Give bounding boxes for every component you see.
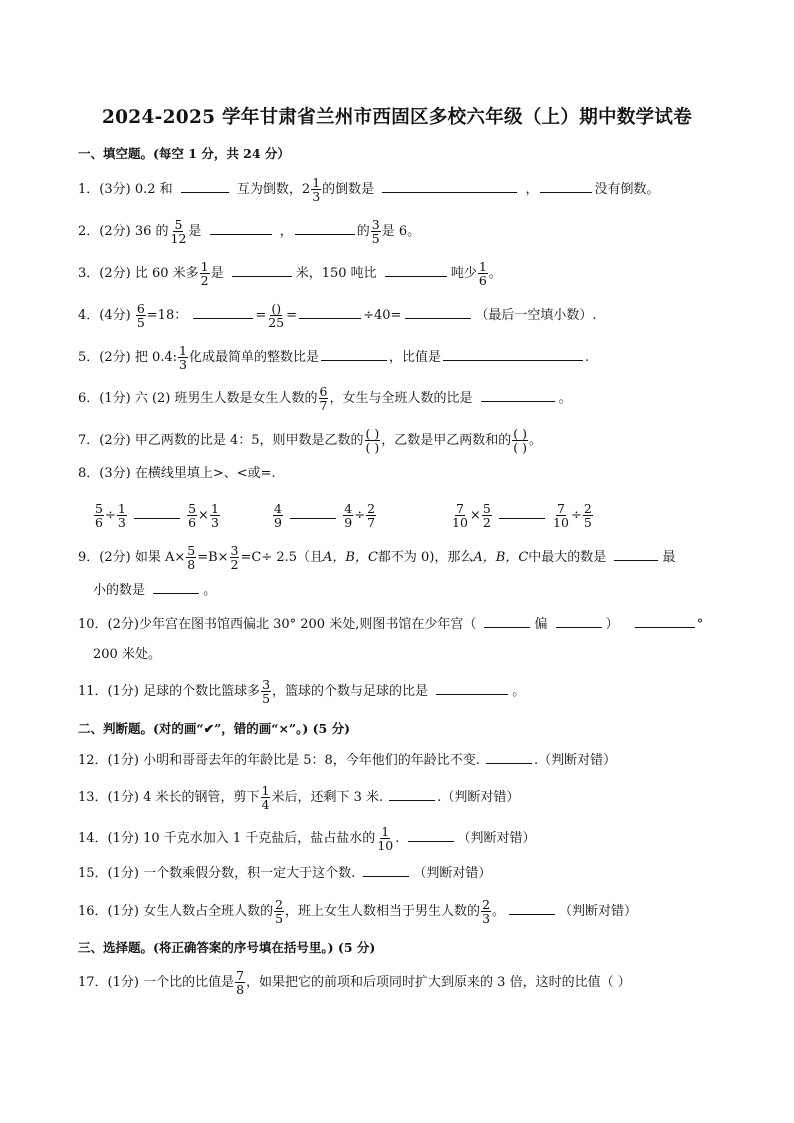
question-text: 化成最简单的整数比是 bbox=[188, 350, 319, 365]
fraction-denominator: 25 bbox=[268, 315, 285, 330]
question-text: ，班上女生人数相当于男生人数的 bbox=[285, 904, 481, 919]
answer-blank[interactable] bbox=[443, 347, 583, 361]
question-text: 13．(1分) 4 米长的钢管，剪下 bbox=[78, 790, 260, 805]
fraction bbox=[136, 302, 146, 329]
question-text: 。 bbox=[512, 684, 526, 699]
question-text: ° bbox=[696, 617, 704, 632]
question-text: 200 米处。 bbox=[93, 647, 161, 662]
question-text: 中最大的数是 bbox=[528, 550, 607, 565]
question-4 bbox=[78, 302, 597, 329]
answer-blank[interactable] bbox=[299, 305, 361, 319]
fraction-numerator: () bbox=[271, 301, 282, 316]
fraction-numerator: 4 bbox=[274, 501, 282, 516]
question-text: ，女生与全班人数的比是 bbox=[329, 391, 473, 406]
question-text: 偏 bbox=[534, 617, 548, 632]
question-text: × bbox=[469, 508, 481, 523]
fraction-denominator: 5 bbox=[262, 691, 271, 706]
fraction-numerator: 7 bbox=[557, 501, 565, 516]
question-text: 16．(1分) 女生人数占全班人数的 bbox=[78, 904, 274, 919]
question-16 bbox=[78, 898, 637, 925]
fraction bbox=[261, 784, 271, 811]
question-text: A，B，C bbox=[323, 550, 378, 565]
fraction bbox=[371, 218, 381, 245]
question-12 bbox=[78, 750, 616, 771]
question-text: 互为倒数，2 bbox=[236, 182, 311, 197]
fraction-denominator: 9 bbox=[274, 515, 282, 530]
question-text: 15．(1分) 一个数乘假分数，积一定大于这个数. bbox=[78, 866, 356, 881]
fraction bbox=[478, 260, 488, 287]
fraction-numerator: 7 bbox=[455, 501, 464, 516]
question-text: = bbox=[286, 308, 298, 323]
question-text: 6．(1分) 六 (2) 班男生人数是女生人数的 bbox=[78, 391, 318, 406]
question-text: 10．(2分)少年宫在图书馆西偏北 30° 200 米处,则图书馆在少年宫（ bbox=[78, 617, 477, 632]
answer-blank[interactable] bbox=[232, 263, 292, 277]
fraction-denominator: 2 bbox=[230, 557, 239, 572]
fraction bbox=[481, 898, 491, 925]
fraction-denominator: 5 bbox=[371, 231, 380, 246]
question-15 bbox=[78, 863, 491, 884]
fraction-numerator: 6 bbox=[136, 301, 145, 316]
question-text: 9．(2分) 如果 A× bbox=[78, 550, 186, 565]
question-text: 小的数是 bbox=[93, 583, 146, 598]
question-7 bbox=[78, 427, 542, 454]
question-text: （判断对错） bbox=[457, 831, 536, 846]
fraction-denominator: 10 bbox=[452, 515, 468, 530]
question-13 bbox=[78, 784, 519, 811]
question-text: .（判断对错） bbox=[437, 790, 520, 805]
fraction bbox=[451, 502, 469, 529]
question-text: 2．(2分) 36 的 bbox=[78, 224, 169, 239]
fraction-numerator: 4 bbox=[344, 501, 353, 516]
question-text: ，篮球的个数与足球的比是 bbox=[272, 684, 429, 699]
fraction bbox=[186, 544, 196, 571]
fraction-numerator: 1 bbox=[261, 783, 270, 798]
answer-blank[interactable] bbox=[509, 901, 555, 915]
fraction-numerator: 3 bbox=[371, 217, 380, 232]
fraction-numerator: ( ) bbox=[365, 426, 380, 441]
question-10 bbox=[78, 614, 703, 635]
fraction bbox=[200, 260, 210, 287]
answer-blank[interactable] bbox=[556, 614, 602, 628]
question-text: ÷ bbox=[354, 508, 366, 523]
question-text: （最后一空填小数）. bbox=[475, 308, 597, 323]
fraction-denominator: 5 bbox=[275, 911, 284, 926]
answer-blank[interactable] bbox=[295, 221, 355, 235]
fraction-denominator: 3 bbox=[312, 189, 321, 204]
question-text: 5．(2分) 把 0.4: bbox=[78, 350, 178, 365]
question-10-continued bbox=[93, 645, 161, 665]
fraction bbox=[273, 502, 283, 529]
fraction-denominator: 7 bbox=[367, 515, 376, 530]
question-text: 是 bbox=[188, 224, 202, 239]
question-text: 。 bbox=[528, 433, 542, 448]
fraction-numerator: 2 bbox=[583, 501, 592, 516]
fraction-numerator: 5 bbox=[187, 543, 196, 558]
answer-blank[interactable] bbox=[486, 750, 532, 764]
fraction-denominator: 6 bbox=[95, 515, 103, 530]
fraction-denominator: 6 bbox=[188, 515, 197, 530]
question-6 bbox=[78, 385, 572, 412]
fraction-numerator: 2 bbox=[367, 501, 376, 516]
question-text: 的倒数是 bbox=[322, 182, 375, 197]
question-11 bbox=[78, 678, 525, 705]
section-true-false-heading: 二、判断题。(对的画“✔”，错的画“×”。) (5 分) bbox=[78, 721, 351, 736]
question-9-continued bbox=[93, 580, 216, 601]
fraction bbox=[376, 825, 394, 852]
question-text: 没有倒数。 bbox=[594, 182, 660, 197]
answer-blank[interactable] bbox=[134, 505, 180, 519]
page-title: 2024-2025 学年甘肃省兰州市西固区多校六年级（上）期中数学试卷 bbox=[101, 107, 693, 128]
answer-blank[interactable] bbox=[436, 681, 508, 695]
question-text: 。 bbox=[203, 583, 217, 598]
answer-blank[interactable] bbox=[210, 221, 272, 235]
answer-blank[interactable] bbox=[290, 505, 336, 519]
question-8 bbox=[78, 464, 276, 484]
fraction-denominator: 3 bbox=[210, 515, 219, 530]
answer-blank[interactable] bbox=[382, 179, 517, 193]
question-text: （判断对错） bbox=[413, 866, 492, 881]
question-text: 7．(2分) 甲乙两数的比是 4：5，则甲数是乙数的 bbox=[78, 433, 364, 448]
answer-blank[interactable] bbox=[193, 305, 253, 319]
fraction bbox=[187, 502, 197, 529]
fraction bbox=[94, 502, 104, 529]
fraction-denominator: 3 bbox=[482, 911, 491, 926]
answer-blank[interactable] bbox=[321, 347, 387, 361]
answer-blank[interactable] bbox=[363, 863, 409, 877]
question-text: × bbox=[198, 508, 209, 523]
compare-expression-2 bbox=[272, 502, 377, 529]
question-text: 11．(1分) 足球的个数比篮球多 bbox=[78, 684, 261, 699]
fraction-numerator: 7 bbox=[236, 968, 245, 983]
fraction-denominator: 12 bbox=[170, 231, 187, 246]
fraction bbox=[583, 502, 593, 529]
answer-blank[interactable] bbox=[153, 580, 199, 594]
answer-blank[interactable] bbox=[484, 614, 530, 628]
fraction bbox=[482, 502, 492, 529]
fraction bbox=[343, 502, 353, 529]
compare-expression-3 bbox=[450, 502, 594, 529]
fraction bbox=[311, 176, 321, 203]
question-text: ÷ bbox=[570, 508, 582, 523]
fraction bbox=[261, 678, 271, 705]
question-text: A，B，C bbox=[473, 550, 529, 565]
answer-blank[interactable] bbox=[635, 614, 695, 628]
question-text: 。 bbox=[492, 904, 506, 919]
question-text: 8．(3分) 在横线里填上>、<或=. bbox=[78, 466, 276, 481]
question-17 bbox=[78, 969, 631, 996]
answer-blank[interactable] bbox=[614, 547, 658, 561]
fraction-blank[interactable] bbox=[365, 427, 381, 454]
question-text: 米后，还剩下 3 米. bbox=[271, 790, 384, 805]
fraction-denominator: 4 bbox=[261, 797, 270, 812]
answer-blank[interactable] bbox=[481, 388, 555, 402]
question-3 bbox=[78, 260, 502, 287]
fraction-numerator: 1 bbox=[210, 501, 219, 516]
question-5 bbox=[78, 344, 589, 371]
fraction-numerator: 5 bbox=[482, 501, 491, 516]
fraction-numerator: 2 bbox=[482, 897, 491, 912]
fraction-blank[interactable] bbox=[512, 427, 528, 454]
fraction bbox=[210, 502, 220, 529]
question-text: （判断对错） bbox=[559, 904, 638, 919]
question-text: =C÷ 2.5（且 bbox=[240, 550, 324, 565]
question-text: =B× bbox=[197, 550, 229, 565]
section-fill-blank-heading: 一、填空题。(每空 1 分，共 24 分） bbox=[78, 146, 290, 161]
fraction-denominator: 5 bbox=[136, 315, 145, 330]
question-text: 都不为 0)，那么 bbox=[377, 550, 474, 565]
question-text: 。 bbox=[558, 391, 572, 406]
question-text: .（判断对错） bbox=[534, 753, 617, 768]
question-text: =18： bbox=[146, 308, 188, 323]
fraction-denominator: 2 bbox=[200, 273, 209, 288]
question-text: 3．(2分) 比 60 米多 bbox=[78, 266, 199, 281]
question-14 bbox=[78, 825, 536, 852]
fraction-denominator: 7 bbox=[319, 398, 328, 413]
fraction-numerator: 5 bbox=[188, 501, 197, 516]
fraction bbox=[319, 385, 329, 412]
fraction-numerator: 3 bbox=[230, 543, 239, 558]
fraction-numerator: 6 bbox=[319, 384, 328, 399]
question-text: ，比值是 bbox=[388, 350, 441, 365]
fraction-denominator: 10 bbox=[553, 515, 569, 530]
question-text: = bbox=[255, 308, 267, 323]
fraction-denominator: ( ) bbox=[513, 440, 527, 455]
fraction-denominator: 3 bbox=[179, 357, 187, 372]
fraction-denominator: ( ) bbox=[365, 440, 380, 455]
answer-blank[interactable] bbox=[499, 505, 545, 519]
fraction-denominator: 6 bbox=[478, 273, 487, 288]
answer-blank[interactable] bbox=[540, 179, 592, 193]
question-text: 米，150 吨比 bbox=[295, 266, 377, 281]
fraction-numerator: 1 bbox=[117, 501, 126, 516]
fraction bbox=[230, 544, 240, 571]
question-text: . bbox=[395, 831, 400, 846]
fraction-denominator: 5 bbox=[583, 515, 592, 530]
question-text: 最 bbox=[662, 550, 676, 565]
question-text: 1．(3分) 0.2 和 bbox=[78, 182, 173, 197]
question-text: ， bbox=[279, 224, 293, 239]
fraction bbox=[366, 502, 376, 529]
question-text: 14．(1分) 10 千克水加入 1 千克盐后，盐占盐水的 bbox=[78, 831, 376, 846]
question-text: 是 bbox=[210, 266, 224, 281]
compare-expression-1 bbox=[93, 502, 221, 529]
fraction-numerator: ( ) bbox=[513, 426, 527, 441]
question-text: 的 bbox=[356, 224, 370, 239]
fraction-numerator: 1 bbox=[312, 175, 321, 190]
fraction bbox=[235, 969, 245, 996]
fraction-numerator: 1 bbox=[478, 259, 487, 274]
question-text: ） bbox=[605, 617, 619, 632]
fraction bbox=[552, 502, 570, 529]
fraction-denominator: 8 bbox=[187, 557, 196, 572]
section-choice-heading: 三、选择题。(将正确答案的序号填在括号里。) (5 分) bbox=[78, 940, 376, 955]
fraction-numerator: 5 bbox=[95, 501, 103, 516]
question-text: 吨少 bbox=[450, 266, 477, 281]
fraction-denominator: 3 bbox=[117, 515, 126, 530]
fraction-denominator: 9 bbox=[344, 515, 353, 530]
fraction-numerator: 3 bbox=[262, 677, 271, 692]
fraction-numerator: 1 bbox=[381, 824, 390, 839]
question-2 bbox=[78, 218, 420, 245]
question-text: 17．(1分) 一个比的比值是 bbox=[78, 975, 235, 990]
answer-blank[interactable] bbox=[385, 263, 447, 277]
answer-blank[interactable] bbox=[389, 787, 435, 801]
question-text: ÷ bbox=[104, 508, 116, 523]
answer-blank[interactable] bbox=[408, 828, 454, 842]
answer-blank[interactable] bbox=[405, 305, 471, 319]
fraction-denominator: 8 bbox=[236, 982, 245, 997]
fraction bbox=[170, 218, 188, 245]
fraction bbox=[178, 344, 188, 371]
question-text: 4．(4分) bbox=[78, 308, 131, 323]
fraction-numerator: 1 bbox=[179, 343, 187, 358]
fraction bbox=[267, 302, 285, 329]
question-text: 12．(1分) 小明和哥哥去年的年龄比是 5：8，今年他们的年龄比不变. bbox=[78, 753, 480, 768]
question-text: ÷40= bbox=[363, 308, 402, 323]
question-text: ，如果把它的前项和后项同时扩大到原来的 3 倍，这时的比值（ ） bbox=[246, 975, 631, 990]
question-text: ， bbox=[525, 182, 539, 197]
fraction-denominator: 10 bbox=[377, 838, 394, 853]
fraction-numerator: 2 bbox=[275, 897, 284, 912]
answer-blank[interactable] bbox=[181, 179, 229, 193]
question-1 bbox=[78, 176, 659, 203]
fraction-denominator: 2 bbox=[482, 515, 491, 530]
fraction-numerator: 1 bbox=[200, 259, 209, 274]
question-text: 。 bbox=[488, 266, 502, 281]
question-text: . bbox=[585, 350, 590, 365]
question-text: 是 6。 bbox=[381, 224, 421, 239]
question-9 bbox=[78, 544, 675, 571]
question-text: ，乙数是甲乙两数和的 bbox=[381, 433, 512, 448]
fraction bbox=[117, 502, 127, 529]
fraction bbox=[274, 898, 284, 925]
fraction-numerator: 5 bbox=[174, 217, 183, 232]
